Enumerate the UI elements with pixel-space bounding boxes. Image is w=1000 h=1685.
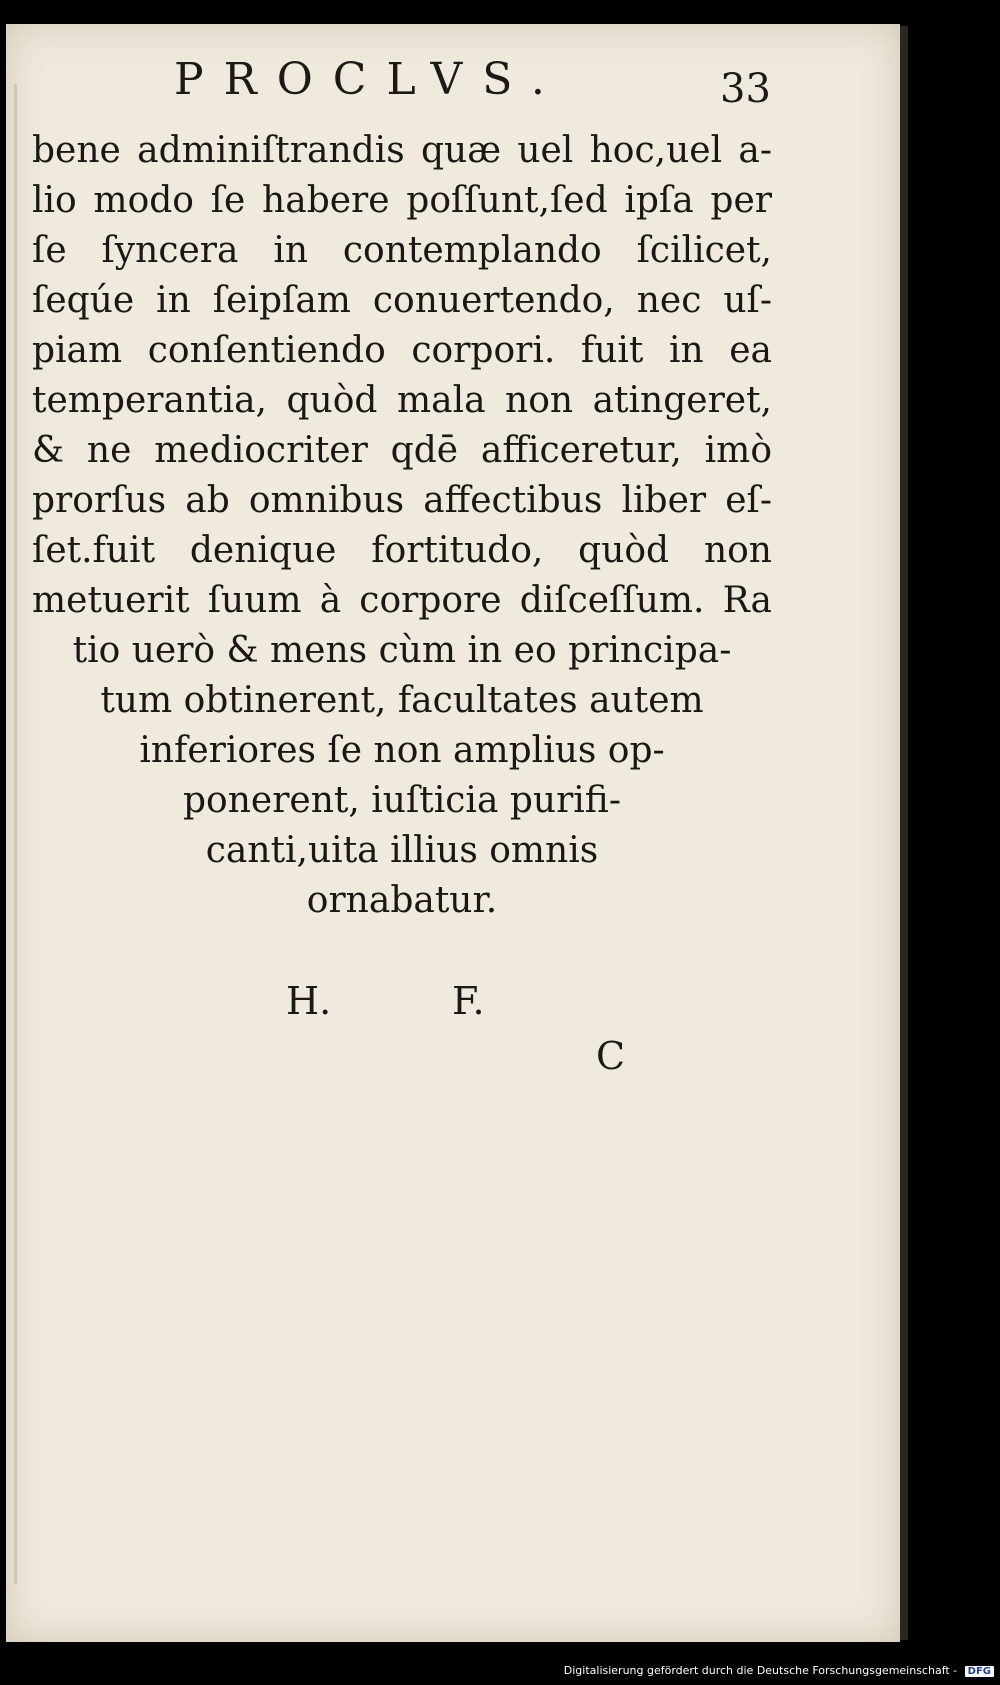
page-content	[6, 24, 900, 1642]
book-page	[6, 24, 900, 1642]
dfg-logo: DFG	[965, 1666, 994, 1677]
text-line: prorſus ab omnibus affectibus liber eſ-	[32, 480, 772, 521]
page-number: 33	[720, 66, 771, 112]
text-line: ornabatur.	[306, 880, 498, 921]
text-line: tio uerò & mens cùm in eo principa-	[72, 630, 732, 671]
signature-right: F.	[452, 979, 485, 1023]
text-line: lio modo ſe habere poſſunt,ſed ipſa per	[32, 180, 772, 221]
body-text	[32, 126, 772, 926]
running-head-title: PROCLVS.	[174, 54, 565, 105]
text-line: bene adminiſtrandis quæ uel hoc,uel a-	[32, 130, 772, 171]
running-head	[6, 54, 900, 114]
text-line: inferiores ſe non amplius op-	[139, 730, 665, 771]
page-right-edge	[900, 26, 908, 1640]
text-line: & ne mediocriter qdē afficeretur, imò	[32, 430, 772, 471]
signature-left: H.	[286, 979, 332, 1023]
text-line: temperantia, quòd mala non atingeret,	[32, 380, 772, 421]
text-line: ſe ſyncera in contemplando ſcilicet,	[32, 230, 772, 271]
text-line: ponerent, iuſticia purifi-	[183, 780, 621, 821]
text-line: tum obtinerent, facultates autem	[100, 680, 704, 721]
text-line: ſet.fuit denique fortitudo, quòd non	[32, 530, 772, 571]
catchword: C	[596, 1034, 626, 1078]
text-line: piam conſentiendo corpori. fuit in ea	[32, 330, 772, 371]
page-edge-shadow	[14, 84, 17, 1584]
digitization-credit	[564, 1664, 994, 1677]
signature-mark	[276, 979, 516, 1039]
credit-text: Digitalisierung gefördert durch die Deutsche Forschungsgemeinschaft -	[563, 1664, 958, 1677]
text-line: metuerit ſuum à corpore diſceſſum. Ra	[32, 580, 772, 621]
text-line: ſeqúe in ſeipſam conuertendo, nec uſ-	[32, 280, 772, 321]
text-line: canti,uita illius omnis	[205, 830, 599, 871]
